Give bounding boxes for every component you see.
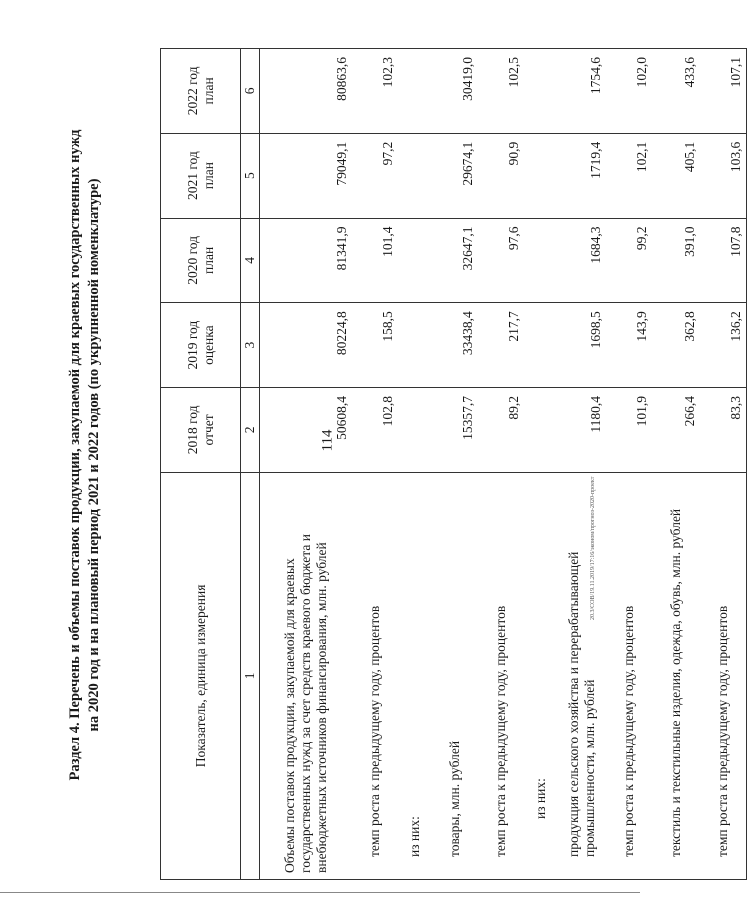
cell-value: 136,2 (700, 303, 747, 388)
header-2021: 2021 год план (161, 133, 241, 218)
cell-value: 107,8 (700, 218, 747, 303)
cell-value: 81341,9 (260, 218, 353, 303)
cell-value: 433,6 (652, 49, 700, 134)
title-line-1: Раздел 4. Перечень и объемы поставок продукции, закупаемой для краевых государственных нужд (67, 129, 83, 781)
table-row (606, 49, 652, 880)
header-2019: 2019 год оценка (161, 303, 241, 388)
column-number: 4 (241, 218, 260, 303)
row-label: из них: (524, 472, 558, 879)
cell-value: 266,4 (652, 388, 700, 473)
row-label: темп роста к предыдущему году, процентов (606, 472, 652, 879)
table-row (398, 49, 432, 880)
row-label: Объемы поставок продукции, закупаемой для краевых государственных нужд за счет средств краевого бюджета и внебюджетных источников финансирования, млн. рублей (260, 472, 353, 879)
scan-edge-line (0, 892, 640, 893)
table-row (524, 49, 558, 880)
supply-table-wrapper (160, 30, 747, 880)
cell-value: 362,8 (652, 303, 700, 388)
title-line-2: на 2020 год и на плановый период 2021 и 2022 годов (по укрупненной номенклатуре) (86, 178, 102, 732)
cell-value: 101,9 (606, 388, 652, 473)
cell-value: 405,1 (652, 133, 700, 218)
cell-value: 83,3 (700, 388, 747, 473)
row-label: темп роста к предыдущему году, процентов (352, 472, 398, 879)
table-row (432, 49, 478, 880)
cell-value: 1180,4 (558, 388, 606, 473)
cell-value: 391,0 (652, 218, 700, 303)
table-row (478, 49, 524, 880)
page-number: 114 (319, 429, 336, 452)
column-number: 5 (241, 133, 260, 218)
cell-value: 1684,3 (558, 218, 606, 303)
cell-value: 15357,7 (432, 388, 478, 473)
cell-value: 97,6 (478, 218, 524, 303)
cell-value: 32647,1 (432, 218, 478, 303)
row-label: текстиль и текстильные изделия, одежда, обувь, млн. рублей (652, 472, 700, 879)
header-2020: 2020 год план (161, 218, 241, 303)
cell-value: 30419,0 (432, 49, 478, 134)
column-number: 2 (241, 388, 260, 473)
cell-value: 1719,4 (558, 133, 606, 218)
cell-value: 101,4 (352, 218, 398, 303)
cell-value: 143,9 (606, 303, 652, 388)
cell-value: 33438,4 (432, 303, 478, 388)
cell-value: 99,2 (606, 218, 652, 303)
cell-value: 102,0 (606, 49, 652, 134)
header-indicator: Показатель, единица измерения (161, 472, 241, 879)
cell-value: 79049,1 (260, 133, 353, 218)
cell-value: 107,1 (700, 49, 747, 134)
table-row (700, 49, 747, 880)
column-number: 6 (241, 49, 260, 134)
section-title (66, 50, 104, 860)
table-row (652, 49, 700, 880)
cell-value: 102,3 (352, 49, 398, 134)
cell-value: 89,2 (478, 388, 524, 473)
column-number: 3 (241, 303, 260, 388)
supply-table (160, 48, 747, 880)
row-label: темп роста к предыдущему году, процентов (478, 472, 524, 879)
table-row (260, 49, 353, 880)
cell-value: 217,7 (478, 303, 524, 388)
cell-value: 80863,6 (260, 49, 353, 134)
header-2018: 2018 год отчет (161, 388, 241, 473)
cell-value: 90,9 (478, 133, 524, 218)
cell-value: 158,5 (352, 303, 398, 388)
row-label: темп роста к предыдущему году, процентов (700, 472, 747, 879)
row-label: из них: (398, 472, 432, 879)
cell-value: 1698,5 (558, 303, 606, 388)
cell-value: 50608,4 (260, 388, 353, 473)
header-2022: 2022 год план (161, 49, 241, 134)
cell-value: 97,2 (352, 133, 398, 218)
column-number: 1 (241, 472, 260, 879)
cell-value: 102,1 (606, 133, 652, 218)
table-row (352, 49, 398, 880)
row-label: продукция сельского хозяйства и перерабатывающей промышленности, млн. рублей (558, 472, 606, 879)
cell-value: 80224,8 (260, 303, 353, 388)
row-label: товары, млн. рублей (432, 472, 478, 879)
cell-value: 102,8 (352, 388, 398, 473)
cell-value: 103,6 (700, 133, 747, 218)
cell-value: 102,5 (478, 49, 524, 134)
footer-stamp: 20.3/СОВ/19.11.2019/17:16/эконом/прогноз-2020-проект (590, 476, 596, 620)
cell-value: 1754,6 (558, 49, 606, 134)
cell-value: 29674,1 (432, 133, 478, 218)
